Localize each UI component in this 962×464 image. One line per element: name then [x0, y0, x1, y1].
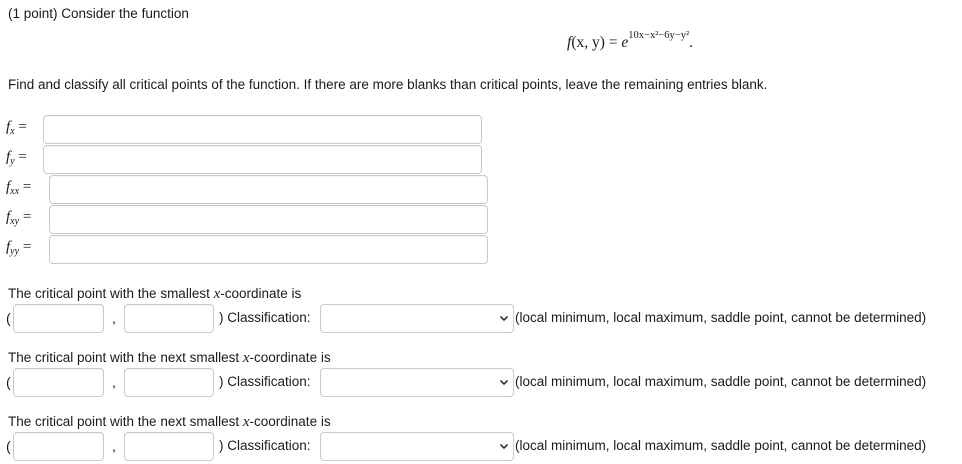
chevron-down-icon	[499, 377, 509, 390]
cp3-x-input[interactable]	[13, 432, 104, 461]
fxx-label	[6, 179, 31, 197]
cp1-heading-before: The critical point with the smallest	[8, 286, 214, 301]
cp1-classification-label: ) Classification:	[219, 310, 311, 325]
cp2-classification-label: ) Classification:	[219, 374, 311, 389]
cp1-y-input[interactable]	[124, 304, 214, 333]
fxy-sub: xy	[10, 216, 20, 227]
fxx-input[interactable]	[49, 175, 488, 204]
fx-sub: x	[10, 126, 15, 137]
fx-f: f	[6, 119, 11, 135]
fxy-f: f	[6, 209, 11, 225]
fx-label	[6, 119, 27, 137]
chevron-down-icon	[499, 441, 509, 454]
cp2-open-paren: (	[6, 374, 11, 390]
fyy-input[interactable]	[49, 235, 488, 264]
cp2-classification-hint: (local minimum, local maximum, saddle point, cannot be determined)	[515, 374, 927, 389]
cp3-classification-hint: (local minimum, local maximum, saddle point, cannot be determined)	[515, 438, 927, 453]
chevron-down-icon	[499, 313, 509, 326]
cp3-heading-after: -coordinate is	[249, 414, 331, 429]
fy-sub: y	[10, 156, 15, 167]
cp3-classification-select[interactable]	[320, 432, 514, 461]
formula-f: f	[567, 34, 572, 51]
formula-args: (x, y) =	[571, 34, 622, 51]
cp3-heading-before: The critical point with the next smallest	[8, 414, 243, 429]
fyy-f: f	[6, 239, 11, 255]
fx-input[interactable]	[43, 115, 482, 144]
cp3-comma: ,	[112, 438, 116, 454]
fxy-input[interactable]	[49, 205, 488, 234]
fy-f: f	[6, 149, 11, 165]
fxx-f: f	[6, 179, 11, 195]
cp1-comma: ,	[112, 310, 116, 326]
cp1-classification-select[interactable]	[320, 304, 514, 333]
function-formula	[567, 29, 693, 52]
fyy-label	[6, 239, 31, 257]
formula-base: e	[621, 34, 629, 51]
fxy-eq: =	[19, 209, 32, 225]
critical-point-1-heading	[8, 286, 301, 303]
cp2-y-input[interactable]	[124, 368, 214, 397]
fyy-sub: yy	[10, 246, 20, 257]
formula-trail: .	[689, 34, 693, 51]
cp1-heading-after: -coordinate is	[220, 286, 302, 301]
cp1-x-input[interactable]	[13, 304, 104, 333]
cp3-y-input[interactable]	[124, 432, 214, 461]
fy-label	[6, 149, 27, 167]
fxx-sub: xx	[10, 186, 20, 197]
cp2-heading-before: The critical point with the next smallest	[8, 350, 243, 365]
cp2-comma: ,	[112, 374, 116, 390]
cp2-heading-after: -coordinate is	[249, 350, 331, 365]
cp3-open-paren: (	[6, 438, 11, 454]
cp2-classification-select[interactable]	[320, 368, 514, 397]
fyy-eq: =	[19, 239, 32, 255]
fy-input[interactable]	[43, 145, 482, 174]
cp1-heading-var: x	[213, 286, 221, 302]
problem-instructions: Find and classify all critical points of the function. If there are more blanks than critical points, leave the remaining entries blank.	[8, 77, 768, 92]
critical-point-3-heading	[8, 414, 331, 431]
cp2-heading-var: x	[242, 350, 250, 366]
formula-exponent: 10x−x²−6y−y²	[628, 29, 690, 41]
fxx-eq: =	[19, 179, 32, 195]
cp2-x-input[interactable]	[13, 368, 104, 397]
cp1-open-paren: (	[6, 310, 11, 326]
fxy-label	[6, 209, 31, 227]
problem-intro: (1 point) Consider the function	[8, 6, 189, 21]
fx-eq: =	[14, 119, 27, 135]
cp3-classification-label: ) Classification:	[219, 438, 311, 453]
fy-eq: =	[14, 149, 27, 165]
cp1-classification-hint: (local minimum, local maximum, saddle point, cannot be determined)	[515, 310, 927, 325]
cp3-heading-var: x	[242, 414, 250, 430]
critical-point-2-heading	[8, 350, 331, 367]
